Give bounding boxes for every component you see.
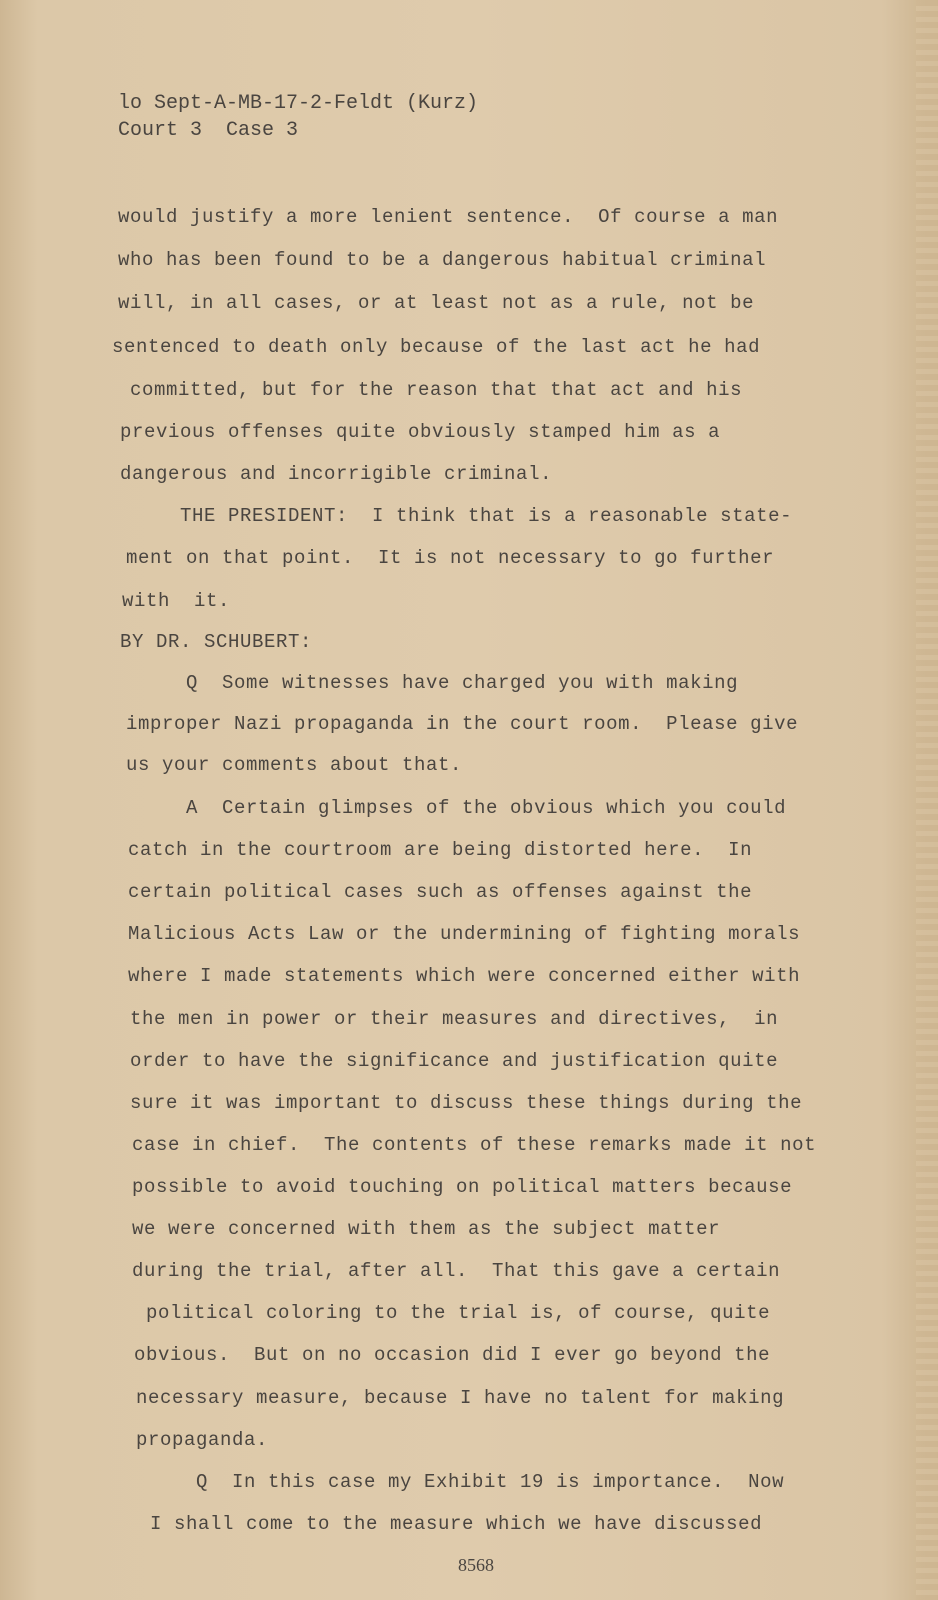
text-line: where I made statements which were concerned either with (128, 965, 801, 987)
header-line-1: lo Sept-A-MB-17-2-Feldt (Kurz) (118, 92, 479, 115)
page-number: 8568 (458, 1555, 494, 1575)
text-line: propaganda. (136, 1429, 269, 1451)
text-line: committed, but for the reason that that act and his (118, 379, 743, 401)
text-line: will, in all cases, or at least not as a rule, not be (118, 292, 755, 314)
text-line: we were concerned with them as the subject matter (132, 1218, 721, 1240)
text-line: dangerous and incorrigible criminal. (120, 463, 553, 485)
text-line: us your comments about that. (126, 754, 463, 776)
text-line: improper Nazi propaganda in the court room. Please give (126, 713, 799, 735)
text-line: ment on that point. It is not necessary to go further (114, 547, 775, 569)
text-line: who has been found to be a dangerous habitual criminal (118, 249, 767, 271)
text-line: catch in the courtroom are being distorted here. In (128, 839, 753, 861)
text-line: THE PRESIDENT: I think that is a reasonable state- (120, 505, 793, 527)
text-line: order to have the significance and justification quite (130, 1050, 779, 1072)
text-line: Q In this case my Exhibit 19 is importance. Now (136, 1471, 785, 1493)
paper-edge (916, 0, 938, 1600)
document-header (118, 90, 478, 144)
text-line: possible to avoid touching on political matters because (132, 1176, 793, 1198)
header-line-2: Court 3 Case 3 (118, 119, 299, 142)
text-line: sure it was important to discuss these things during the (130, 1092, 803, 1114)
text-line: I shall come to the measure which we have discussed (126, 1513, 763, 1535)
text-line: sentenced to death only because of the last act he had (112, 336, 761, 358)
text-line: case in chief. The contents of these remarks made it not (132, 1134, 817, 1156)
text-line: previous offenses quite obviously stamped him as a (120, 421, 721, 443)
text-line: necessary measure, because I have no talent for making (136, 1387, 785, 1409)
text-line: BY DR. SCHUBERT: (120, 631, 313, 653)
text-line: Q Some witnesses have charged you with making (126, 672, 739, 694)
text-line: political coloring to the trial is, of course, quite (134, 1302, 771, 1324)
text-line: obvious. But on no occasion did I ever go beyond the (134, 1344, 771, 1366)
text-line: Malicious Acts Law or the undermining of fighting morals (128, 923, 801, 945)
text-line: during the trial, after all. That this gave a certain (132, 1260, 781, 1282)
text-line: A Certain glimpses of the obvious which you could (126, 797, 787, 819)
text-line: certain political cases such as offenses against the (128, 881, 753, 903)
text-line: the men in power or their measures and directives, in (130, 1008, 779, 1030)
text-line: with it. (122, 590, 231, 612)
text-line: would justify a more lenient sentence. Of course a man (118, 206, 779, 228)
